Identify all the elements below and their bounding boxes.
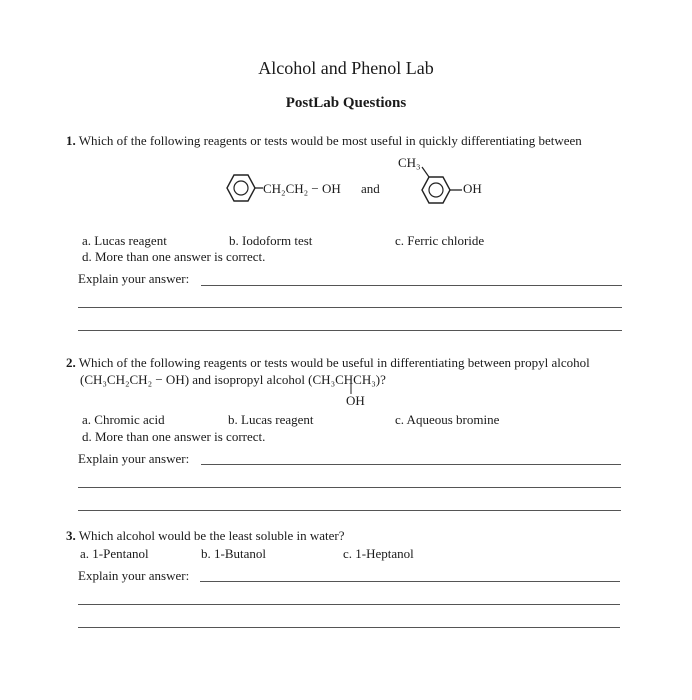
q3-option-a[interactable]: a. 1-Pentanol <box>80 546 149 561</box>
q2-explain-label: Explain your answer: <box>78 451 190 466</box>
q2-option-b[interactable]: b. Lucas reagent <box>228 412 314 427</box>
q2-option-d[interactable]: d. More than one answer is correct. <box>82 429 266 444</box>
question-2 <box>66 355 590 371</box>
question-2-number: 2. <box>66 355 76 370</box>
q3-option-b[interactable]: b. 1-Butanol <box>201 546 266 561</box>
question-3-number: 3. <box>66 528 76 543</box>
question-2-text-line1: Which of the following reagents or tests would be useful in differentiating between propyl alcohol <box>78 355 590 370</box>
q3-option-c[interactable]: c. 1-Heptanol <box>343 546 414 561</box>
question-1 <box>66 133 582 149</box>
q2-option-c[interactable]: c. Aqueous bromine <box>395 412 500 427</box>
question-3-text: Which alcohol would be the least soluble in water? <box>78 528 345 543</box>
q1-answer-line-3[interactable] <box>78 330 622 331</box>
q3-answer-line-3[interactable] <box>78 627 620 628</box>
q1-option-d[interactable]: d. More than one answer is correct. <box>82 249 266 264</box>
q3-explain-label: Explain your answer: <box>78 568 190 583</box>
q2-answer-line-1[interactable] <box>201 464 621 465</box>
q1-option-b[interactable]: b. Iodoform test <box>229 233 313 248</box>
q1-option-a[interactable]: a. Lucas reagent <box>82 233 167 248</box>
page-subtitle: PostLab Questions <box>285 95 407 111</box>
and-label: and <box>361 181 380 196</box>
q1-explain-label: Explain your answer: <box>78 271 190 286</box>
ethanol-chain-label: CH₂CH₂ − OH <box>263 181 341 196</box>
hydroxyl-label: OH <box>463 181 482 196</box>
q3-answer-line-1[interactable] <box>200 581 620 582</box>
benzene-ring-1 <box>215 172 265 212</box>
methyl-label: CH₃ <box>398 155 421 170</box>
q2-answer-line-2[interactable] <box>78 487 621 488</box>
oh-label: OH <box>346 393 365 408</box>
q2-answer-line-3[interactable] <box>78 510 621 511</box>
question-1-number: 1. <box>66 133 76 148</box>
page-title: Alcohol and Phenol Lab <box>258 58 434 78</box>
question-3 <box>66 528 344 544</box>
q2-option-a[interactable]: a. Chromic acid <box>82 412 165 427</box>
q1-option-c[interactable]: c. Ferric chloride <box>395 233 485 248</box>
question-1-text: Which of the following reagents or tests would be most useful in quickly differentiating between <box>78 133 582 148</box>
question-2-text-line2: (CH₃CH₂CH₂ − OH) and isopropyl alcohol (CH₃CHCH₃)? <box>80 372 386 387</box>
benzene-ring-2 <box>414 165 464 210</box>
q3-answer-line-2[interactable] <box>78 604 620 605</box>
q1-answer-line-1[interactable] <box>201 285 622 286</box>
q1-answer-line-2[interactable] <box>78 307 622 308</box>
